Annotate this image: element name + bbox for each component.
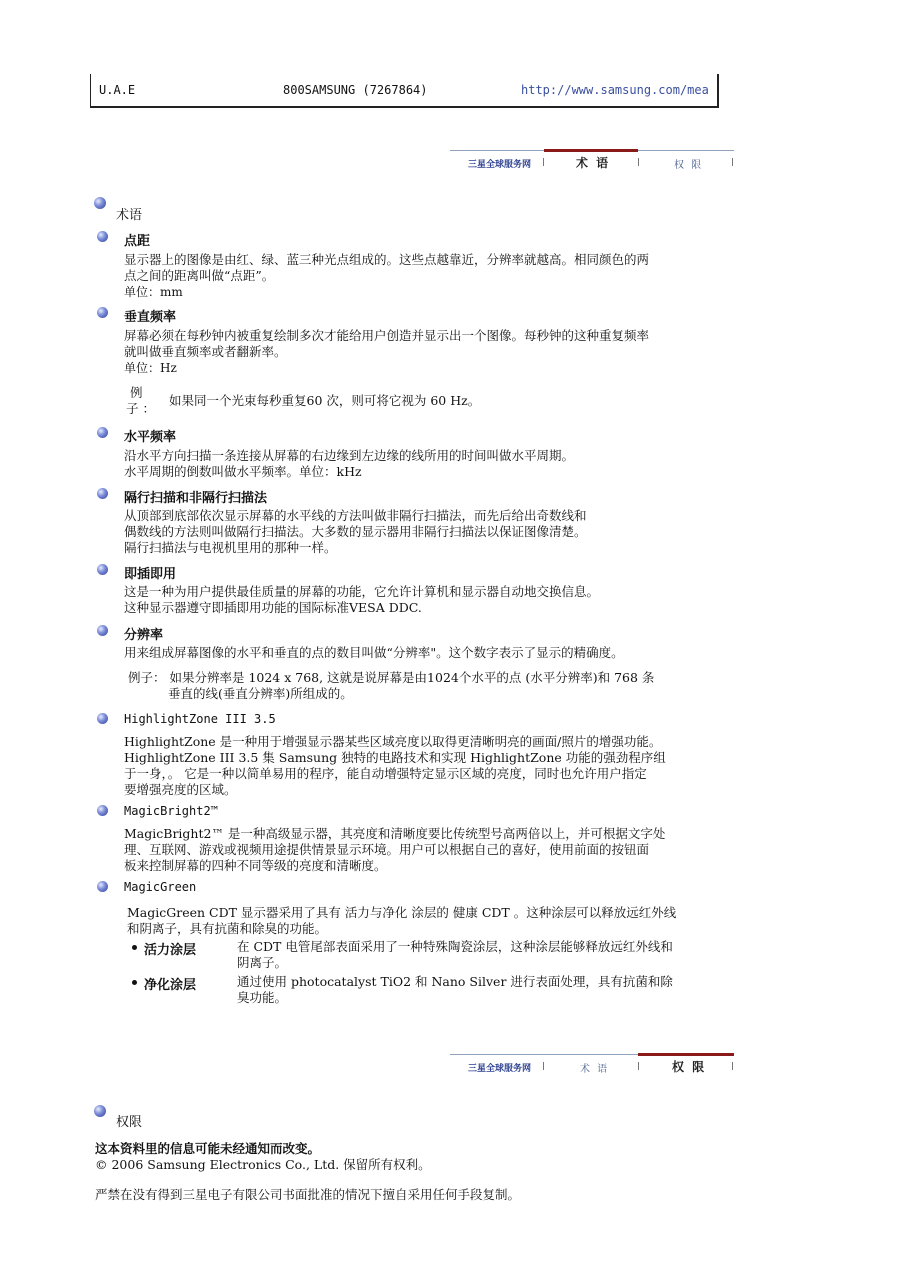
dot-pitch-line-2: 点之间的距离叫做“点距”。 [124,268,275,283]
region-label: U.A.E [99,83,136,97]
glossary-title: 术语 [116,208,143,223]
vitality-coating-line-2: 阴离子。 [237,955,288,970]
vitality-coating-term: 活力涂层 [144,943,197,958]
interlace-line-2: 偶数线的方法则叫做隔行扫描法。大多数的显示器用非隔行扫描法以保证图像清楚。 [124,524,587,539]
highlightzone-line-4: 要增强亮度的区域。 [124,782,237,797]
phone-number: 800SAMSUNG (7267864) [283,83,428,97]
section-bullet-icon [94,197,106,209]
plug-and-play-line-2: 这种显示器遵守即插即用功能的国际标准VESA DDC. [124,600,422,615]
purify-coating-line-2: 臭功能。 [237,990,288,1005]
copyright-line: © 2006 Samsung Electronics Co., Ltd. 保留所有权利。 [95,1157,431,1172]
highlightzone-title: HighlightZone III 3.5 [124,712,276,726]
vertical-frequency-line-1: 屏幕必须在每秒钟内被重复绘制多次才能给用户创造并显示出一个图像。每秒钟的这种重复频率 [124,328,650,343]
tab-terms[interactable]: 术 语 [576,156,611,170]
vitality-coating-line-1: 在 CDT 电管尾部表面采用了一种特殊陶瓷涂层，这种涂层能够释放远红外线和 [237,939,673,954]
interlace-title: 隔行扫描和非隔行扫描法 [124,491,268,506]
purify-coating-line-1: 通过使用 photocatalyst TiO2 和 Nano Silver 进行表面处理，具有抗菌和除 [237,974,673,989]
samsung-service-link[interactable]: 三星全球服务网 [468,1063,532,1073]
list-bullet [132,945,137,950]
highlightzone-line-1: HighlightZone 是一种用于增强显示器某些区域亮度以取得更清晰明亮的画面/照片的增强功能。 [124,734,662,749]
magicbright-title: MagicBright2™ [124,804,218,818]
contact-header [90,74,719,108]
vertical-frequency-unit: 单位：Hz [124,361,177,375]
resolution-example-line-2: 垂直的线(垂直分辨率)所组成的。 [168,686,353,701]
horizontal-frequency-line-1: 沿水平方向扫描一条连接从屏幕的右边缘到左边缘的线所用的时间叫做水平周期。 [124,448,575,463]
interlace-line-3: 隔行扫描法与电视机里用的那种一样。 [124,540,337,555]
interlace-line-1: 从顶部到底部依次显示屏幕的水平线的方法叫做非隔行扫描法，而先后给出奇数线和 [124,508,587,523]
rights-notice: 这本资料里的信息可能未经通知而改变。 [95,1141,321,1156]
magicbright-line-3: 板来控制屏幕的四种不同等级的亮度和清晰度。 [124,858,387,873]
plug-and-play-title: 即插即用 [124,567,177,582]
item-bullet-icon [97,881,108,892]
magicgreen-line-1: MagicGreen CDT 显示器采用了具有 活力与净化 涂层的 健康 CDT 。这种涂层可以释放远红外线 [127,905,677,920]
top-tab-navigation [450,150,734,172]
plug-and-play-line-1: 这是一种为用户提供最佳质量的屏幕的功能，它允许计算机和显示器自动地交换信息。 [124,584,600,599]
highlightzone-line-3: 于一身，。 它是一种以简单易用的程序，能自动增强特定显示区域的亮度，同时也允许用户指定 [124,766,647,781]
horizontal-frequency-title: 水平频率 [124,430,177,445]
item-bullet-icon [97,307,108,318]
resolution-title: 分辨率 [124,628,164,643]
item-bullet-icon [97,231,108,242]
rights-title: 权限 [116,1115,143,1130]
magicbright-line-1: MagicBright2™ 是一种高级显示器，其亮度和清晰度要比传统型号高两倍以上，并可根据文字处 [124,826,666,841]
dot-pitch-unit: 单位：mm [124,285,183,299]
dot-pitch-line-1: 显示器上的图像是由红、绿、蓝三种光点组成的。这些点越靠近，分辨率就越高。相同颜色的两 [124,252,650,267]
section-bullet-icon [94,1105,106,1117]
vertical-example-label-2: 子 ： [126,401,155,416]
vertical-example-text: 如果同一个光束每秒重复60 次，则可将它视为 60 Hz。 [169,393,481,408]
website-link[interactable]: http://www.samsung.com/mea [521,83,709,97]
horizontal-frequency-line-2: 水平周期的倒数叫做水平频率。单位：kHz [124,464,362,479]
resolution-line-1: 用来组成屏幕图像的水平和垂直的点的数目叫做“分辨率"。这个数字表示了显示的精确度。 [124,645,624,660]
item-bullet-icon [97,713,108,724]
tab-terms[interactable]: 术 语 [580,1064,610,1075]
tab-rights[interactable]: 权 限 [672,1060,707,1074]
reproduction-notice: 严禁在没有得到三星电子有限公司书面批准的情况下擅自采用任何手段复制。 [95,1187,521,1202]
list-bullet [132,980,137,985]
item-bullet-icon [97,805,108,816]
bottom-tab-navigation [450,1054,734,1076]
magicbright-line-2: 理、互联网、游戏或视频用途提供情景显示环境。用户可以根据自己的喜好，使用前面的按钮面 [124,842,650,857]
magicgreen-line-2: 和阴离子，具有抗菌和除臭的功能。 [127,921,328,936]
item-bullet-icon [97,564,108,575]
item-bullet-icon [97,427,108,438]
item-bullet-icon [97,625,108,636]
samsung-service-link[interactable]: 三星全球服务网 [468,159,532,169]
tab-rights[interactable]: 权 限 [674,160,704,171]
item-bullet-icon [97,488,108,499]
purify-coating-term: 净化涂层 [144,978,197,993]
vertical-example-label-1: 例 [130,385,143,400]
resolution-example-line-1: 例子： 如果分辨率是 1024 x 768, 这就是说屏幕是由1024个水平的点 (水平分辨率)和 768 条 [128,670,655,685]
dot-pitch-title: 点距 [124,234,151,249]
magicgreen-title: MagicGreen [124,880,197,894]
vertical-frequency-line-2: 就叫做垂直频率或者翻新率。 [124,344,287,359]
highlightzone-line-2: HighlightZone III 3.5 集 Samsung 独特的电路技术和实现 HighlightZone 功能的强劲程序组 [124,750,666,765]
vertical-frequency-title: 垂直频率 [124,310,177,325]
